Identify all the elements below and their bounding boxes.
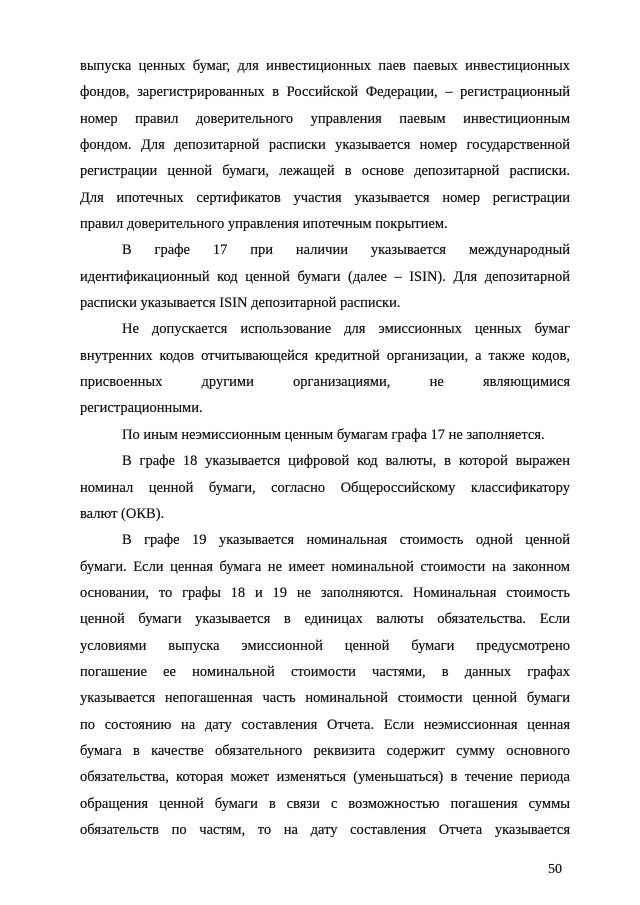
text-line: бумага в качестве обязательного реквизита содержит сумму основного [80,742,570,759]
text-line: внутренних кодов отчитывающейся кредитной организации, а также кодов, [80,347,570,364]
text-line: номер правил доверительного управления паевым инвестиционным [80,110,570,127]
text-line: В графе 19 указывается номинальная стоимость одной ценной [122,532,570,549]
paragraph [80,448,570,527]
paragraph [80,316,570,421]
text-line: В графе 18 указывается цифровой код валюты, в которой выражен [122,453,570,470]
page-number: 50 [548,862,562,877]
text-line: идентификационный код ценной бумаги (далее – ISIN). Для депозитарной [80,268,570,285]
text-line: обязательства, которая может изменяться (уменьшаться) в течение периода [80,769,570,786]
text-line: регистрации ценной бумаги, лежащей в основе депозитарной расписки. [80,163,570,180]
text-line: ценной бумаги указывается в единицах валюты обязательства. Если [80,611,570,628]
text-line: В графе 17 при наличии указывается международный [122,242,570,259]
text-line: По иным неэмиссионным ценным бумагам графа 17 не заполняется. [122,426,545,443]
text-line: регистрационными. [80,400,203,417]
text-line: по состоянию на дату составления Отчета. Если неэмиссионная ценная [80,716,570,733]
text-line: указывается непогашенная часть номинальной стоимости ценной бумаги [80,690,570,707]
text-line: фондов, зарегистрированных в Российской Федерации, – регистрационный [80,84,570,101]
paragraph [80,237,570,316]
text-line: погашение ее номинальной стоимости частями, в данных графах [80,663,570,680]
text-line: Не допускается использование для эмиссионных ценных бумаг [122,321,570,338]
paragraph [80,527,570,843]
text-line: Для ипотечных сертификатов участия указывается номер регистрации [80,189,570,206]
text-line: условиями выпуска эмиссионной ценной бумаги предусмотрено [80,637,570,654]
text-line: валют (ОКВ). [80,505,165,522]
text-line: присвоенных другими организациями, не являющимися [80,374,570,391]
text-line: выпуска ценных бумаг, для инвестиционных паев паевых инвестиционных [80,58,570,74]
text-line: обязательств по частям, то на дату составления Отчета указывается [80,821,570,838]
text-line: основании, то графы 18 и 19 не заполняются. Номинальная стоимость [80,584,570,601]
text-line: расписки указывается ISIN депозитарной расписки. [80,295,401,312]
text-line: обращения ценной бумаги в связи с возможностью погашения суммы [80,795,570,812]
text-line: фондом. Для депозитарной расписки указывается номер государственной [80,137,570,154]
paragraph [80,53,570,237]
text-body [80,53,570,843]
text-line: номинал ценной бумаги, согласно Общероссийскому классификатору [80,479,570,496]
paragraph [80,422,570,448]
text-line: правил доверительного управления ипотечным покрытием. [80,216,448,233]
text-line: бумаги. Если ценная бумага не имеет номинальной стоимости на законном [80,558,570,575]
